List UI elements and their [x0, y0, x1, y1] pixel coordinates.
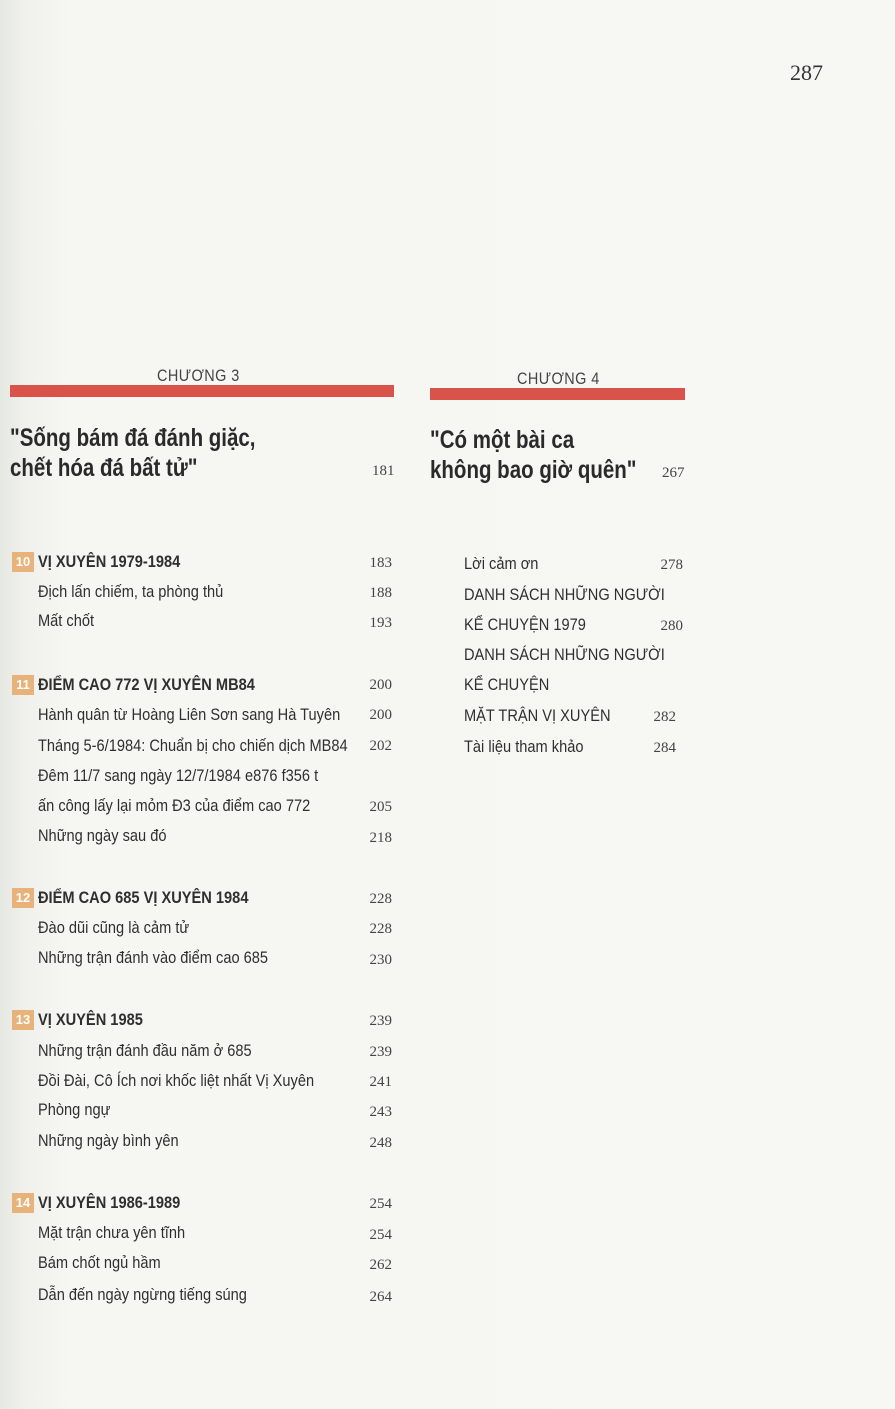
toc-entry-page: 280 — [660, 618, 683, 634]
chapter-4-title-line-1: "Có một bài ca — [430, 426, 575, 454]
chapter-4-label: CHƯƠNG 4 — [517, 369, 600, 388]
toc-entry: Tài liệu tham khảo — [464, 737, 584, 756]
toc-entry: Đồi Đài, Cô Ích nơi khốc liệt nhất Vị Xuyên — [38, 1071, 315, 1090]
section-10-badge: 10 — [12, 552, 34, 572]
section-12-title: ĐIỂM CAO 685 VỊ XUYÊN 1984 — [38, 888, 249, 907]
toc-entry: Dẫn đến ngày ngừng tiếng súng — [38, 1285, 247, 1304]
toc-entry-page: 193 — [369, 615, 392, 631]
chapter-4-red-bar — [430, 388, 685, 400]
page-number: 287 — [790, 60, 823, 85]
section-14-page: 254 — [369, 1196, 392, 1212]
section-13-page: 239 — [369, 1013, 392, 1029]
toc-entry: Lời cảm ơn — [464, 554, 539, 573]
section-11-title: ĐIỂM CAO 772 VỊ XUYÊN MB84 — [38, 675, 255, 694]
toc-entry: Những ngày sau đó — [38, 826, 167, 845]
section-11-page: 200 — [369, 677, 392, 693]
toc-entry: Phòng ngự — [38, 1100, 111, 1119]
toc-entry: Mất chốt — [38, 611, 95, 630]
toc-entry: Hành quân từ Hoàng Liên Sơn sang Hà Tuyên — [38, 705, 341, 724]
toc-entry: Địch lấn chiếm, ta phòng thủ — [38, 582, 224, 601]
toc-entry-page: 200 — [369, 707, 392, 723]
toc-entry: Những trận đánh vào điểm cao 685 — [38, 948, 269, 967]
toc-entry-continued: MẶT TRẬN VỊ XUYÊN — [464, 706, 611, 725]
chapter-3-red-bar — [10, 385, 394, 397]
section-13-badge: 13 — [12, 1010, 34, 1030]
toc-entry: Đào dũi cũng là cảm tử — [38, 918, 190, 937]
toc-entry-page: 264 — [369, 1289, 392, 1305]
chapter-3-label: CHƯƠNG 3 — [157, 366, 240, 385]
toc-entry-page: 239 — [369, 1044, 392, 1060]
toc-entry-page: 262 — [369, 1257, 392, 1273]
toc-entry-page: 205 — [369, 799, 392, 815]
toc-entry-page: 218 — [369, 830, 392, 846]
toc-entry-page: 254 — [369, 1227, 392, 1243]
toc-entry: DANH SÁCH NHỮNG NGƯỜI — [464, 645, 665, 664]
toc-entry-page: 278 — [660, 557, 683, 573]
toc-entry-page: 284 — [653, 740, 676, 756]
toc-entry-page: 282 — [653, 709, 676, 725]
section-10-page: 183 — [369, 555, 392, 571]
section-13-title: VỊ XUYÊN 1985 — [38, 1010, 143, 1029]
chapter-4-title-line-2: không bao giờ quên" — [430, 456, 637, 484]
toc-entry-page: 230 — [369, 952, 392, 968]
section-14-badge: 14 — [12, 1193, 34, 1213]
toc-entry: Những ngày bình yên — [38, 1131, 179, 1150]
toc-entry-page: 202 — [369, 738, 392, 754]
chapter-3-title-page: 181 — [372, 463, 395, 479]
toc-entry: Những trận đánh đầu năm ở 685 — [38, 1041, 252, 1060]
toc-entry: Bám chốt ngủ hầm — [38, 1253, 161, 1272]
toc-entry-continued: ấn công lấy lại mỏm Đ3 của điểm cao 772 — [38, 796, 311, 815]
section-12-page: 228 — [369, 891, 392, 907]
toc-entry: DANH SÁCH NHỮNG NGƯỜI — [464, 585, 665, 604]
toc-entry-continued: KỂ CHUYỆN 1979 — [464, 615, 586, 634]
toc-entry-page: 228 — [369, 921, 392, 937]
chapter-3-title-line-1: "Sống bám đá đánh giặc, — [10, 424, 256, 452]
toc-entry-page: 248 — [369, 1135, 392, 1151]
section-14-title: VỊ XUYÊN 1986-1989 — [38, 1193, 181, 1212]
toc-entry-page: 243 — [369, 1104, 392, 1120]
section-12-badge: 12 — [12, 888, 34, 908]
section-11-badge: 11 — [12, 675, 34, 695]
chapter-3-title-line-2: chết hóa đá bất tử" — [10, 454, 198, 482]
toc-entry-continued: KỂ CHUYỆN — [464, 675, 550, 694]
section-10-title: VỊ XUYÊN 1979-1984 — [38, 552, 181, 571]
toc-entry: Tháng 5-6/1984: Chuẩn bị cho chiến dịch MB84 — [38, 736, 348, 755]
toc-entry: Đêm 11/7 sang ngày 12/7/1984 e876 f356 t — [38, 766, 319, 785]
chapter-4-title-page: 267 — [662, 465, 685, 481]
toc-entry: Mặt trận chưa yên tĩnh — [38, 1223, 186, 1242]
toc-entry-page: 188 — [369, 585, 392, 601]
toc-entry-page: 241 — [369, 1074, 392, 1090]
